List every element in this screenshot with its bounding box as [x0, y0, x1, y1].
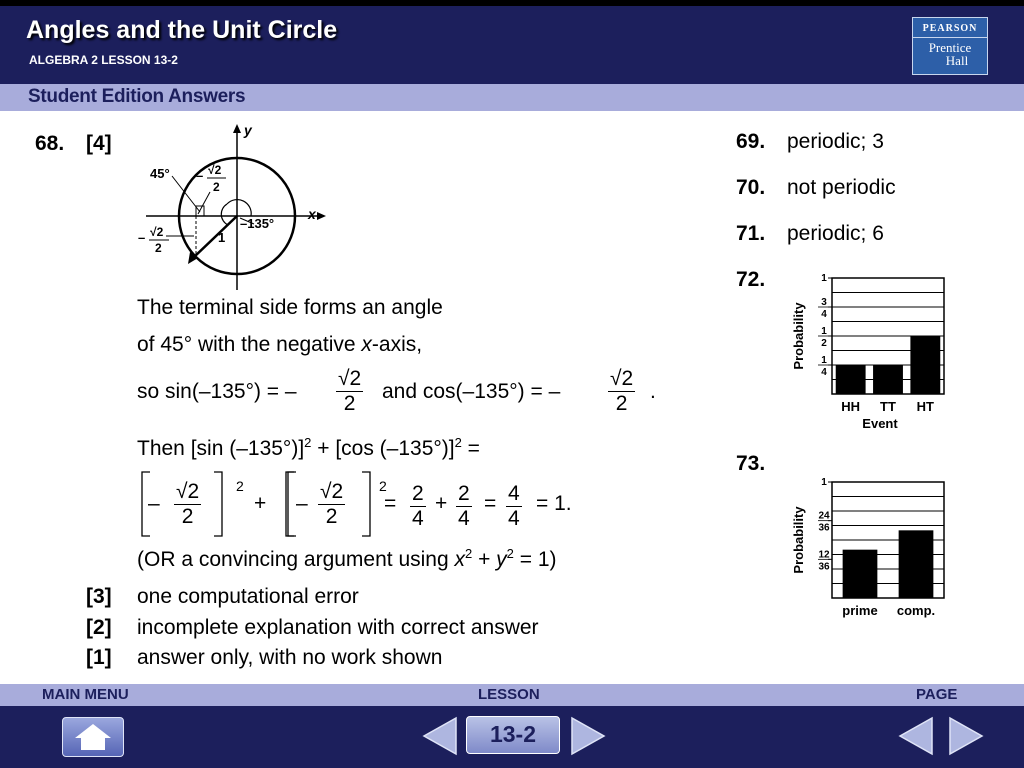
rubric-score-2: [2]: [86, 616, 112, 639]
x-tick-label: TT: [880, 399, 896, 414]
main-menu-label: MAIN MENU: [42, 686, 129, 703]
y-axis-label: y: [244, 122, 252, 138]
coord-sqrt-left: √2: [150, 225, 164, 239]
lesson-label: LESSON: [478, 686, 540, 703]
y-tick-label-denominator: 4: [821, 309, 827, 320]
x-tick-label: comp.: [896, 603, 936, 618]
y-tick-label-numerator: 12: [818, 549, 830, 561]
chart-73: [786, 474, 966, 646]
x-tick-label: HT: [916, 399, 935, 414]
bar-comp: [899, 530, 934, 598]
rubric-text-2: incomplete explanation with correct answer: [137, 616, 539, 639]
eq-fraction-5: $\frac{4}{4}$: [508, 482, 520, 530]
y-tick-label-denominator: 2: [821, 338, 827, 349]
eq-exponent-2: 2: [379, 478, 387, 494]
problem-68-score: [4]: [86, 132, 112, 155]
eq-equals-2: =: [484, 492, 497, 515]
explanation-line-4: Then [sin (–135°)]$^2$ + [cos (–135°)]$^2$ =: [137, 435, 480, 460]
eq-fraction-4: $\frac{2}{4}$: [458, 482, 470, 530]
y-axis-label: Probability: [791, 506, 806, 574]
rubric-score-3: [3]: [86, 585, 112, 608]
angle-minus-135-label: –135°: [240, 216, 275, 231]
y-tick-label: 1: [821, 273, 827, 284]
eq-minus-2: –: [296, 492, 308, 515]
page-next-button[interactable]: [946, 716, 986, 756]
answer-70-text: not periodic: [787, 176, 896, 199]
coord-sqrt-top: √2: [208, 163, 222, 177]
explanation-line-3a: so sin(–135°) = –: [137, 380, 297, 403]
eq-result: = 1.: [536, 492, 572, 515]
unit-circle-diagram: [136, 118, 336, 293]
answer-69-text: periodic; 3: [787, 130, 884, 153]
eq-equals-1: =: [384, 492, 397, 515]
eq-fraction-1: $\frac{√2}{2}$: [176, 480, 200, 528]
chart-72: [786, 270, 966, 442]
angle-45-label: 45°: [150, 166, 170, 181]
answer-71-text: periodic; 6: [787, 222, 884, 245]
answer-70-number: 70.: [736, 176, 766, 199]
coord-den-top: 2: [213, 180, 220, 194]
coord-den-left: 2: [155, 241, 162, 255]
radius-label: 1: [218, 230, 226, 245]
eq-minus-1: –: [148, 492, 160, 515]
y-tick-label-numerator: 3: [821, 297, 827, 308]
x-tick-label: HH: [841, 399, 861, 414]
page-prev-button[interactable]: [896, 716, 936, 756]
home-icon: [63, 718, 123, 756]
explanation-line-2: of 45° with the negative x-axis,: [137, 333, 423, 356]
main-menu-button[interactable]: [62, 717, 124, 757]
explanation-line-3c: .: [650, 380, 656, 403]
problem-68-number: 68.: [35, 132, 65, 155]
sin-fraction: $\frac{√2}{2}$: [338, 367, 362, 415]
y-tick-label-numerator: 24: [818, 510, 830, 522]
rubric-text-1: answer only, with no work shown: [137, 646, 443, 669]
bar-hh: [836, 365, 866, 394]
lesson-subtitle: ALGEBRA 2 LESSON 13-2: [29, 53, 178, 67]
rubric-score-1: [1]: [86, 646, 112, 669]
logo-pearson: PEARSON: [913, 23, 987, 38]
eq-exponent-1: 2: [236, 478, 244, 494]
bar-prime: [843, 550, 878, 598]
bar-tt: [873, 365, 903, 394]
y-tick-label-denominator: 36: [818, 561, 830, 573]
eq-plus-2: +: [435, 492, 448, 515]
explanation-line-1: The terminal side forms an angle: [137, 296, 443, 319]
bar-ht: [910, 336, 940, 394]
answer-69-number: 69.: [736, 130, 766, 153]
section-label: Student Edition Answers: [28, 86, 246, 107]
eq-plus-1: +: [254, 492, 267, 515]
y-tick-label-numerator: 1: [821, 355, 827, 366]
y-tick-label-denominator: 36: [818, 522, 830, 534]
coord-minus-left: –: [138, 230, 146, 245]
y-tick-label-denominator: 4: [821, 367, 827, 378]
eq-fraction-3: $\frac{2}{4}$: [412, 482, 424, 530]
page-title: Angles and the Unit Circle: [26, 16, 338, 44]
answer-72-number: 72.: [736, 268, 766, 291]
x-tick-label: prime: [842, 603, 878, 618]
publisher-logo: [912, 17, 988, 75]
lesson-prev-button[interactable]: [420, 716, 460, 756]
lesson-next-button[interactable]: [568, 716, 608, 756]
coord-minus-top: –: [196, 168, 204, 183]
y-tick-label-numerator: 1: [821, 326, 827, 337]
answer-73-number: 73.: [736, 452, 766, 475]
logo-hall: Hall: [945, 53, 969, 68]
rubric-text-3: one computational error: [137, 585, 359, 608]
x-axis-label: Event: [862, 416, 898, 431]
y-tick-label: 1: [821, 477, 827, 488]
cos-fraction: $\frac{√2}{2}$: [610, 367, 634, 415]
lesson-number-box: 13-2: [466, 716, 560, 754]
eq-fraction-2: $\frac{√2}{2}$: [320, 480, 344, 528]
explanation-line-3b: and cos(–135°) = –: [382, 380, 561, 403]
x-axis-label: x: [308, 206, 316, 222]
explanation-line-6: (OR a convincing argument using $x^2 + y^2 = 1$): [137, 546, 557, 571]
y-axis-label: Probability: [791, 302, 806, 370]
page-label: PAGE: [916, 686, 958, 703]
logo-prentice: Prentice: [928, 40, 972, 55]
answer-71-number: 71.: [736, 222, 766, 245]
